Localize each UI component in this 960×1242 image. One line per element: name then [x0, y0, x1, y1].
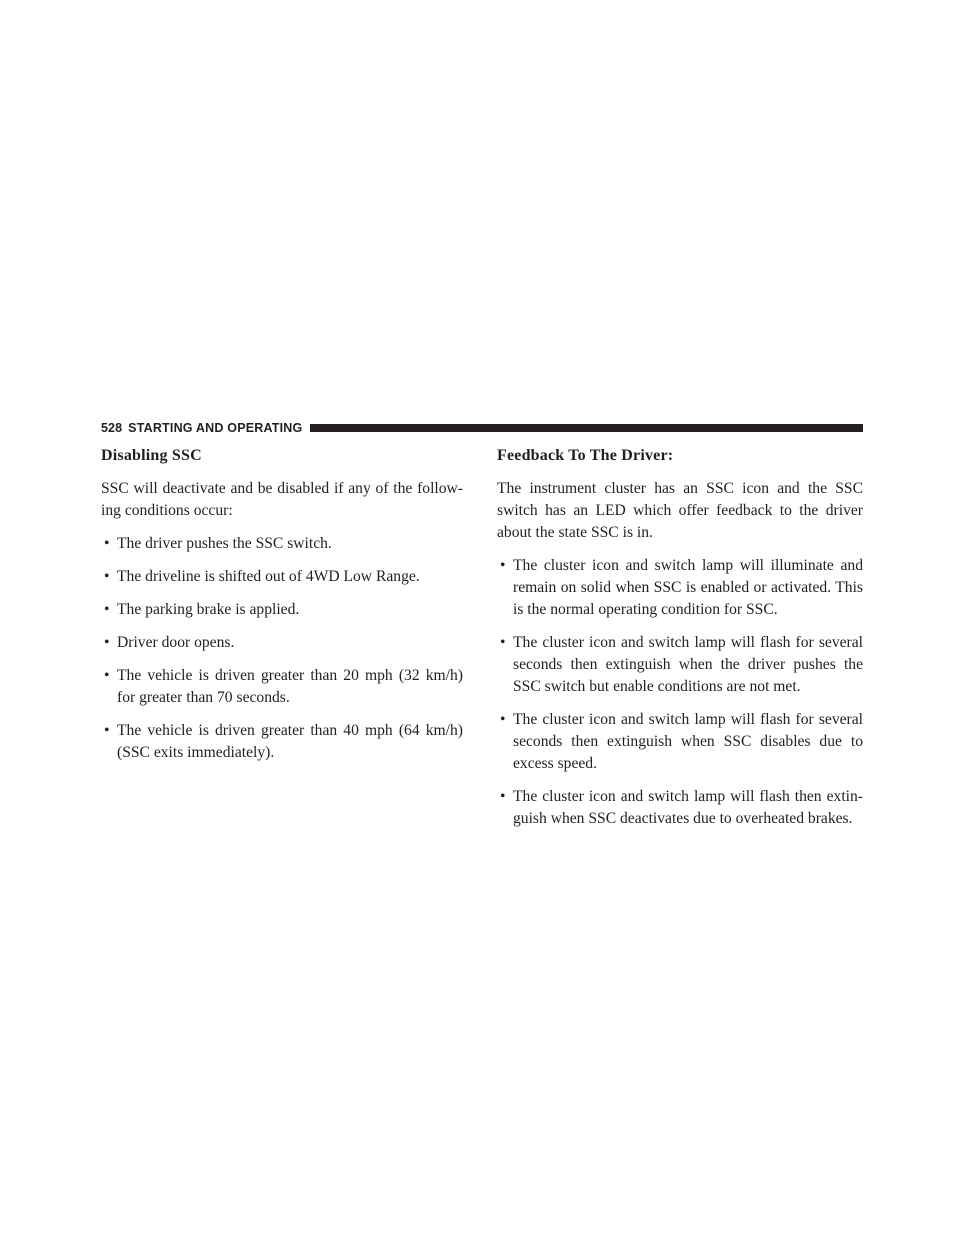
section-title: STARTING AND OPERATING — [128, 421, 303, 435]
bullet-icon: • — [500, 788, 506, 805]
list-item: • The cluster icon and switch lamp will flash for several seconds then extinguish when the driver pushes the SSC switch but enable conditions are not met. — [500, 634, 863, 695]
page-header — [101, 419, 863, 437]
feedback-heading: Feedback To The Driver: — [497, 447, 674, 464]
disabling-conditions-list — [101, 533, 463, 764]
bullet-icon: • — [104, 535, 110, 552]
list-item: • The cluster icon and switch lamp will flash for several seconds then extinguish when SSC disables due to excess speed. — [500, 711, 863, 772]
disabling-ssc-heading: Disabling SSC — [101, 447, 202, 464]
list-item: • The driveline is shifted out of 4WD Low Range. — [101, 566, 463, 588]
bullet-icon: • — [500, 557, 506, 574]
bullet-icon: • — [104, 634, 110, 651]
bullet-icon: • — [500, 711, 506, 728]
bullet-icon: • — [104, 568, 110, 585]
page-number: 528 — [101, 421, 123, 435]
bullet-icon: • — [500, 634, 506, 651]
header-rule — [310, 424, 863, 432]
bullet-icon: • — [104, 667, 110, 684]
left-column — [101, 445, 463, 775]
list-item: • The vehicle is driven greater than 40 mph (64 km/h) (SSC exits immediately). — [104, 722, 463, 761]
list-item: • The cluster icon and switch lamp will illuminate and remain on solid when SSC is enabled or activated. This is the normal operating condition for SSC. — [500, 557, 863, 618]
right-column — [497, 445, 863, 841]
bullet-icon: • — [104, 722, 110, 739]
list-item: • Driver door opens. — [101, 632, 463, 654]
bullet-icon: • — [104, 601, 110, 618]
feedback-list — [497, 555, 863, 830]
list-item: • The cluster icon and switch lamp will flash then extin-guish when SSC deactivates due to overheated brakes. — [500, 788, 863, 827]
list-item: • The parking brake is applied. — [101, 599, 463, 621]
disabling-ssc-intro: SSC will deactivate and be disabled if any of the follow-ing conditions occur: — [101, 480, 463, 519]
list-item: • The vehicle is driven greater than 20 mph (32 km/h) for greater than 70 seconds. — [104, 667, 463, 706]
feedback-intro: The instrument cluster has an SSC icon and the SSC switch has an LED which offer feedback to the driver about the state SSC is in. — [497, 480, 863, 541]
list-item: • The driver pushes the SSC switch. — [101, 533, 463, 555]
